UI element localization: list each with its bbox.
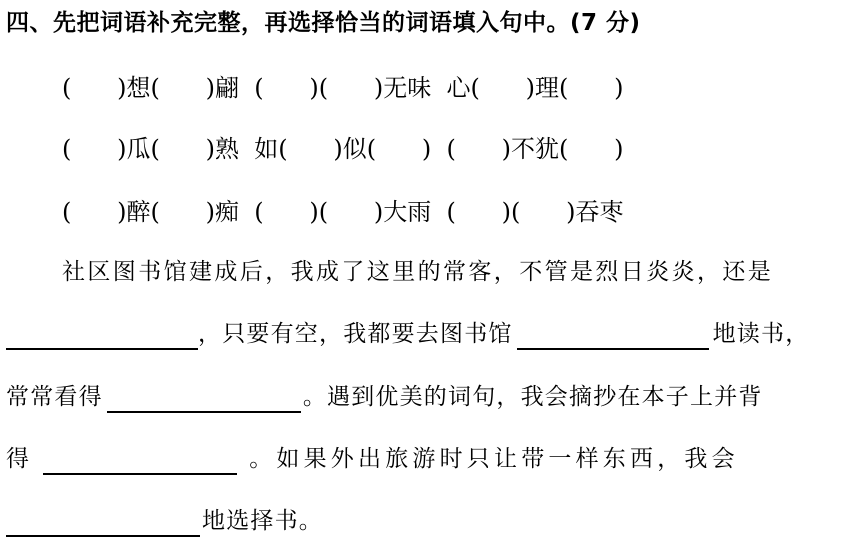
passage-text: 得: [6, 446, 34, 472]
passage-text: 地选择书。: [202, 508, 323, 534]
passage-line-5: [6, 505, 323, 537]
answer-blank-5[interactable]: [6, 511, 200, 537]
passage-text: 社区图书馆建成后，我成了这里的常客，不管是烈日炎炎，还是: [62, 259, 774, 285]
answer-blank-3[interactable]: [107, 387, 301, 413]
idiom-row-1: ( )想( )翩 ( )( )无味 心( )理( ): [62, 74, 624, 102]
answer-blank-1[interactable]: [6, 324, 198, 350]
answer-blank-4[interactable]: [43, 449, 237, 475]
idiom-row-3: ( )醉( )痴 ( )( )大雨 ( )( )吞枣: [62, 198, 624, 226]
passage-line-3: [6, 381, 763, 413]
passage-text: 。遇到优美的词句，我会摘抄在本子上并背: [302, 384, 763, 410]
passage-text: ，只要有空，我都要去图书馆: [198, 321, 513, 347]
passage-text: 地读书，: [712, 321, 810, 347]
question-heading: 四、先把词语补充完整，再选择恰当的词语填入句中。(7 分): [6, 10, 641, 36]
answer-blank-2[interactable]: [517, 324, 709, 350]
idiom-row-2: ( )瓜( )熟 如( )似( ) ( )不犹( ): [62, 135, 624, 163]
passage-text: 。如果外出旅游时只让带一样东西，我会: [249, 446, 739, 472]
passage-text: 常常看得: [6, 384, 103, 410]
passage-line-2: [6, 318, 809, 350]
passage-line-4: [6, 443, 739, 475]
passage-line-1: [62, 256, 773, 288]
